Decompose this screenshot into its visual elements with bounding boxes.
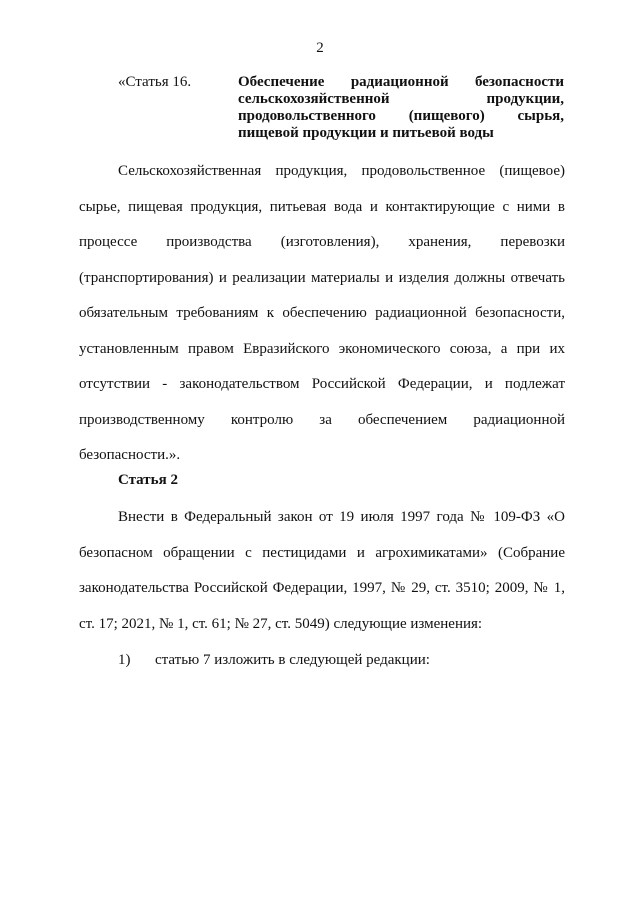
- list-item-marker: 1): [118, 652, 131, 668]
- article-2-body: Внести в Федеральный закон от 19 июля 1997 года № 109-ФЗ «О безопасном обращении с пестицидами и агрохимикатами» (Собрание законодательства Российской Федерации, 1997, № 29, ст. 3510; 2009, № 1, ст. 17; 2021, № 1, ст. 61; № 27, ст. 5049) следующие изменения:: [79, 509, 565, 632]
- article-16-title-line-1: Обеспечение радиационной безопасности сельскохозяйственной продукции, продовольственного (пищевого) сырья,: [238, 74, 564, 124]
- page-number: 2: [316, 40, 324, 56]
- article-16-body: Сельскохозяйственная продукция, продовольственное (пищевое) сырье, пищевая продукция, питьевая вода и контактирующие с ними в процессе производства (изготовления), хранения, перевозки (транспортирования) и реализации материалы и изделия должны отвечать обязательным требованиям к обеспечению радиационной безопасности, установленным правом Евразийского экономического союза, а при их отсутствии - законодательством Российской Федерации, и подлежат производственному контролю за обеспечением радиационной безопасности.».: [79, 163, 565, 463]
- list-item-text: статью 7 изложить в следующей редакции:: [155, 652, 430, 668]
- article-16-number: «Статья 16.: [118, 74, 192, 90]
- article-16-title: [238, 74, 564, 142]
- article-2-heading: Статья 2: [118, 472, 178, 488]
- article-16-title-line-2: пищевой продукции и питьевой воды: [238, 125, 494, 141]
